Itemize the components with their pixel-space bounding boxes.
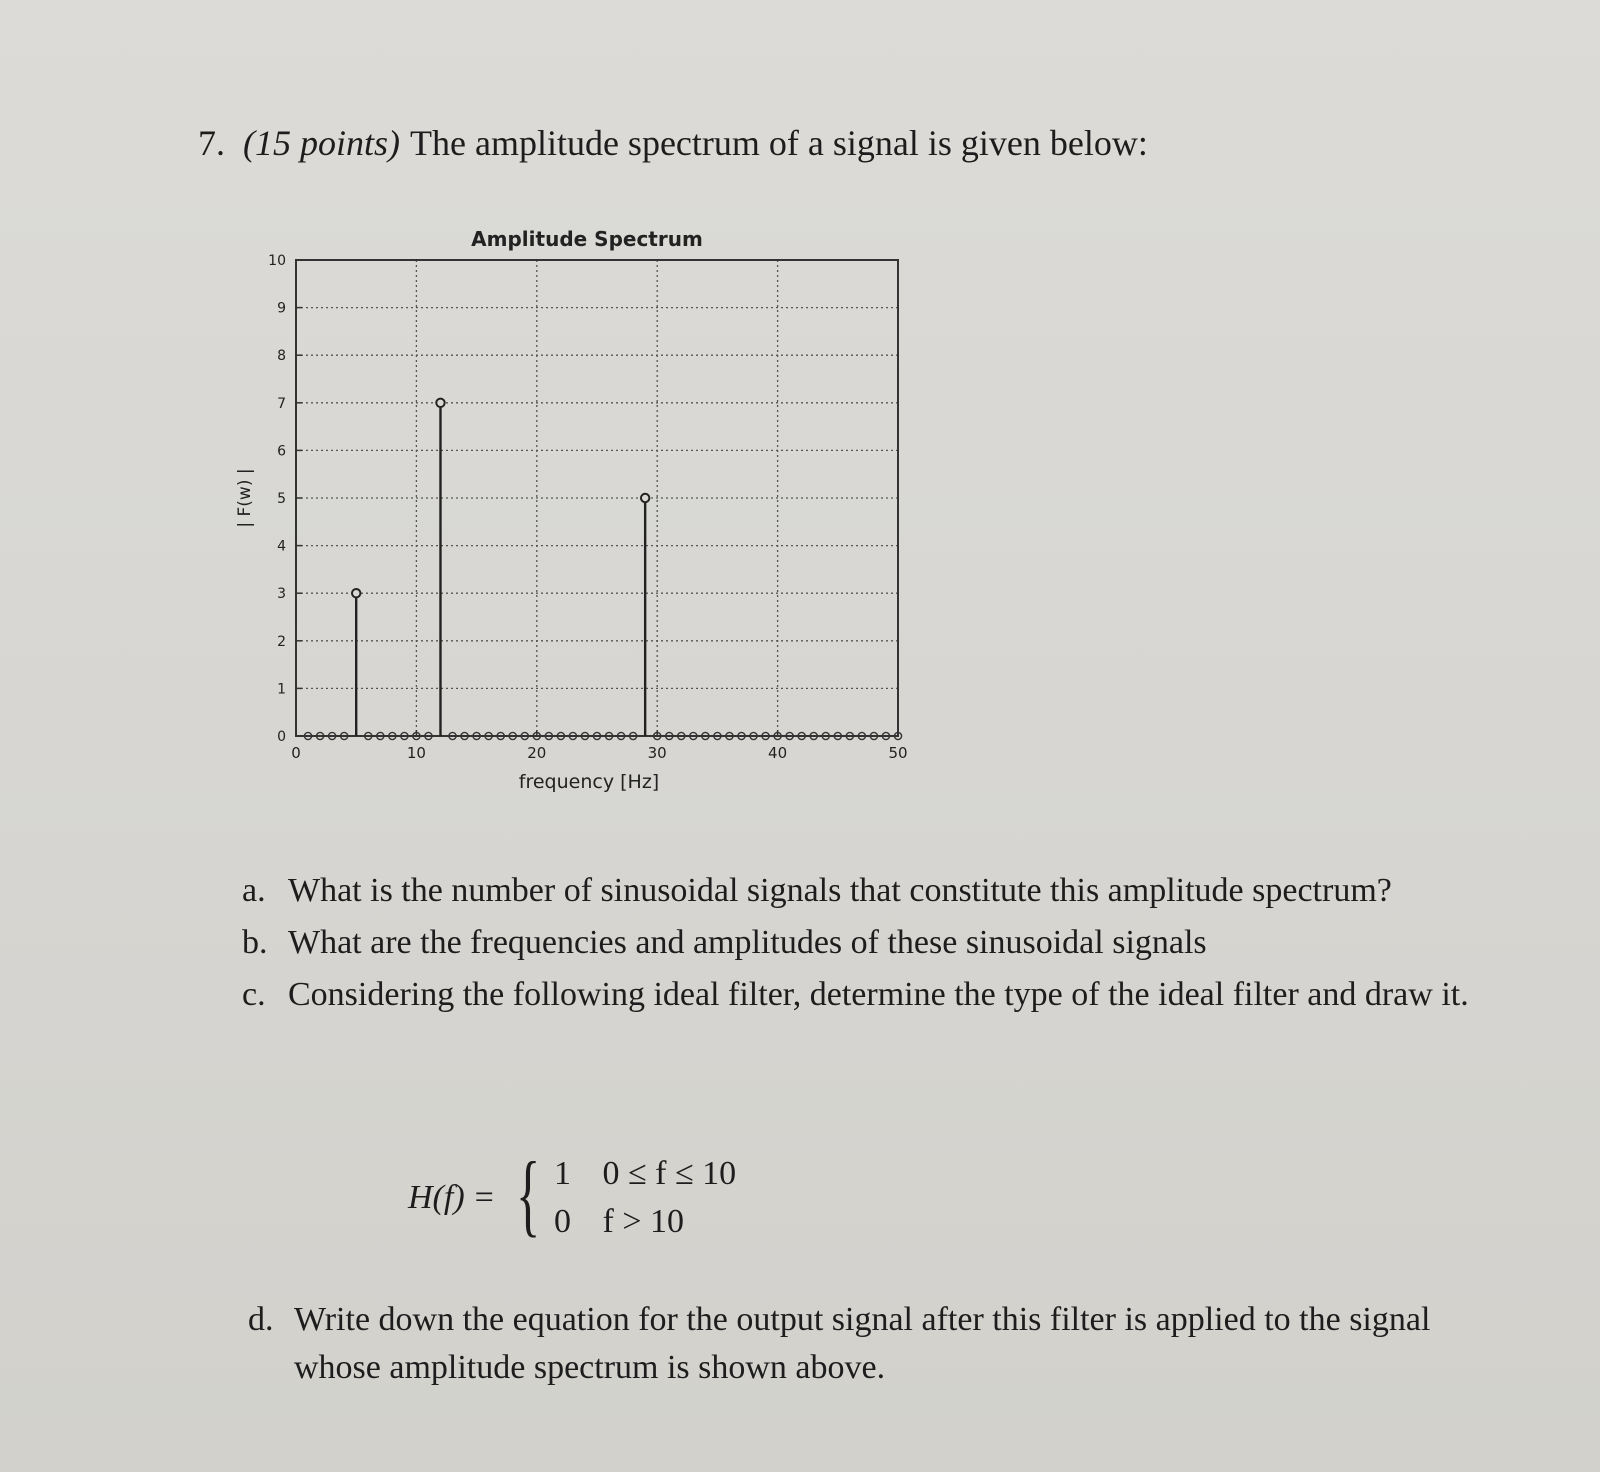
formula-lhs: H(f) xyxy=(408,1179,465,1216)
part-c xyxy=(242,972,1502,1018)
part-b xyxy=(242,920,1502,966)
formula-equals: = xyxy=(474,1179,494,1216)
x-tick-label: 0 xyxy=(291,744,301,762)
x-tick-label: 40 xyxy=(768,744,788,762)
formula-case-2 xyxy=(554,1198,736,1246)
question-points: (15 points) xyxy=(243,123,400,163)
part-c-label: c. xyxy=(242,976,266,1013)
question-number: 7. xyxy=(198,123,225,163)
question-text: The amplitude spectrum of a signal is given below: xyxy=(410,123,1148,163)
part-c-text: Considering the following ideal filter, determine the type of the ideal filter and draw it. xyxy=(288,976,1469,1013)
case-1-value: 1 xyxy=(554,1155,572,1192)
part-b-label: b. xyxy=(242,924,268,961)
y-tick-label: 0 xyxy=(277,729,286,745)
amplitude-spectrum-chart xyxy=(220,218,940,818)
stem-marker xyxy=(641,494,649,502)
question-parts-abc xyxy=(242,868,1502,1024)
formula-brace: { xyxy=(515,1143,541,1245)
x-tick-label: 10 xyxy=(406,744,426,762)
part-b-text: What are the frequencies and amplitudes of these sinusoidal signals xyxy=(288,924,1207,961)
formula-cases xyxy=(554,1150,736,1246)
y-tick-label: 1 xyxy=(277,681,286,698)
chart-svg xyxy=(220,218,940,818)
part-d-text: Write down the equation for the output signal after this filter is applied to the signal whose amplitude spectrum is shown above. xyxy=(294,1301,1431,1386)
part-a-text: What is the number of sinusoidal signals that constitute this amplitude spectrum? xyxy=(288,872,1392,909)
y-tick-label: 9 xyxy=(277,300,286,317)
chart-xlabel: frequency [Hz] xyxy=(518,771,660,793)
stem-marker xyxy=(436,399,444,407)
part-d-label: d. xyxy=(248,1301,274,1338)
stem-marker xyxy=(352,589,360,597)
y-tick-label: 2 xyxy=(277,633,286,650)
x-tick-label: 50 xyxy=(888,744,908,762)
chart-stems xyxy=(352,399,649,736)
question-heading xyxy=(198,122,1148,164)
y-tick-label: 8 xyxy=(277,348,286,365)
part-a-label: a. xyxy=(242,872,266,909)
formula-case-1 xyxy=(554,1150,736,1198)
y-tick-label: 4 xyxy=(277,538,286,555)
chart-ticks xyxy=(268,253,907,762)
x-tick-label: 30 xyxy=(647,744,667,762)
case-2-condition: f > 10 xyxy=(602,1203,685,1240)
y-tick-label: 6 xyxy=(277,443,286,460)
chart-title: Amplitude Spectrum xyxy=(471,227,703,251)
x-tick-label: 20 xyxy=(527,744,547,762)
y-tick-label: 7 xyxy=(277,395,286,412)
chart-grid xyxy=(296,260,898,736)
part-a xyxy=(242,868,1502,914)
case-1-condition: 0 ≤ f ≤ 10 xyxy=(602,1155,737,1192)
part-d xyxy=(248,1296,1478,1392)
case-2-value: 0 xyxy=(554,1203,572,1240)
y-tick-label: 3 xyxy=(277,586,286,603)
y-tick-label: 10 xyxy=(268,253,286,269)
chart-ylabel: | F(w) | xyxy=(235,468,255,528)
filter-formula xyxy=(408,1143,737,1246)
y-tick-label: 5 xyxy=(277,491,286,507)
